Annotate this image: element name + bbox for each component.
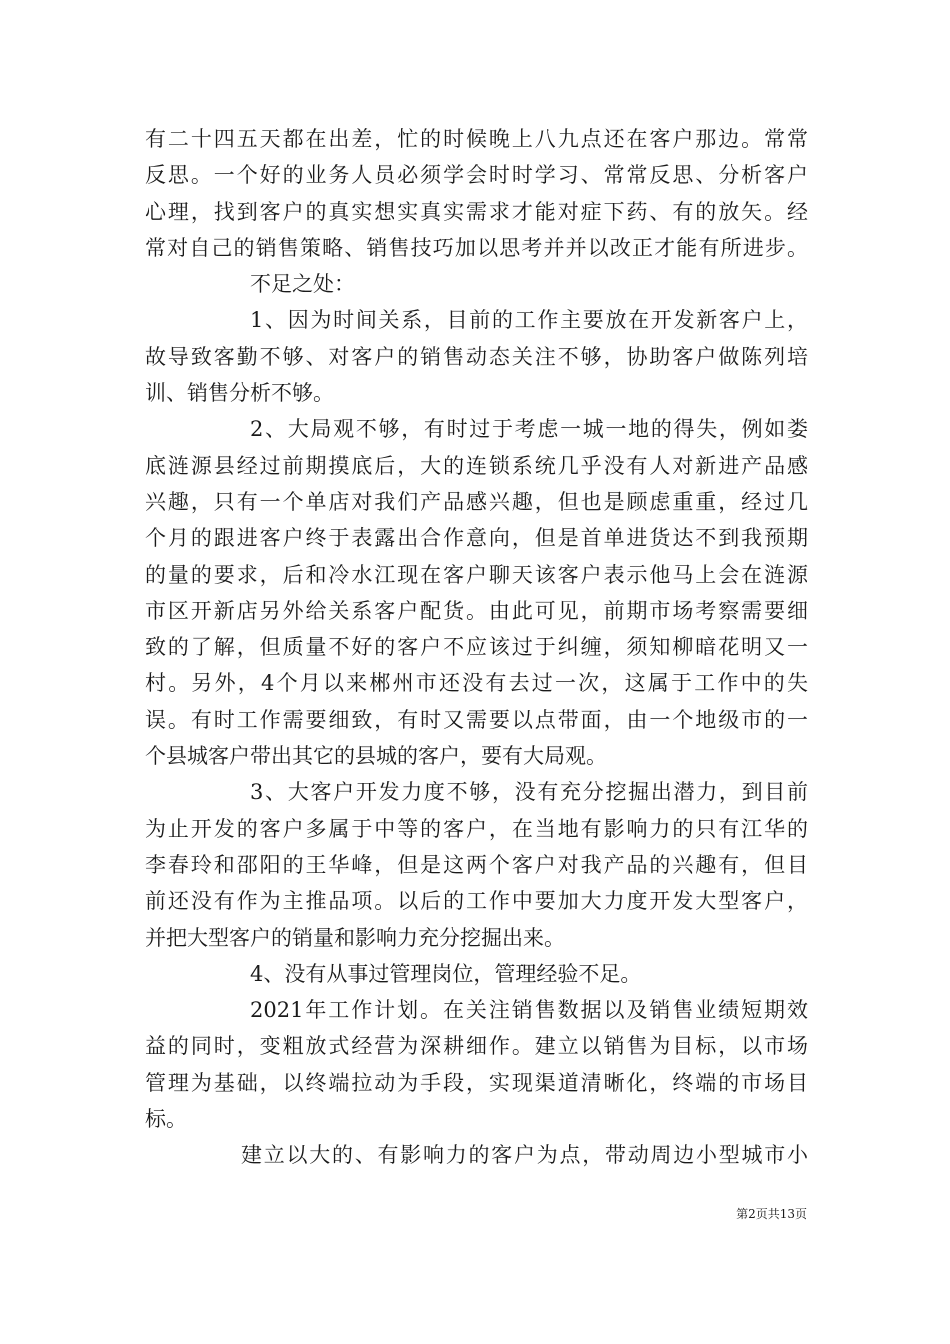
body-text [145,121,808,1174]
text-line: 为止开发的客户多属于中等的客户，在当地有影响力的只有江华的 [145,816,808,841]
text-line: 误。有时工作需要细致，有时又需要以点带面，由一个地级市的一 [145,707,808,732]
text-line: 村。另外，4个月以来郴州市还没有去过一次，这属于工作中的失 [145,671,808,696]
text-line: 2021年工作计划。在关注销售数据以及销售业绩短期效 [250,998,808,1023]
text-line: 李春玲和邵阳的王华峰，但是这两个客户对我产品的兴趣有，但目 [145,852,808,877]
text-line: 标。 [145,1107,187,1132]
text-line: 2、大局观不够，有时过于考虑一城一地的得失，例如娄 [250,417,808,442]
text-line: 兴趣，只有一个单店对我们产品感兴趣，但也是顾虑重重，经过几 [145,489,808,514]
text-line: 市区开新店另外给关系客户配货。由此可见，前期市场考察需要细 [145,598,808,623]
text-line: 反思。一个好的业务人员必须学会时时学习、常常反思、分析客户 [145,163,808,188]
text-line: 底涟源县经过前期摸底后，大的连锁系统几乎没有人对新进产品感 [145,453,808,478]
text-line: 前还没有作为主推品项。以后的工作中要加大力度开发大型客户， [145,889,808,914]
text-line: 1、因为时间关系，目前的工作主要放在开发新客户上， [250,308,808,333]
page-number: 第2页共13页 [736,1207,807,1221]
text-line: 益的同时，变粗放式经营为深耕细作。建立以销售为目标，以市场 [145,1034,808,1059]
text-line: 有二十四五天都在出差，忙的时候晚上八九点还在客户那边。常常 [145,127,808,151]
text-line: 个县城客户带出其它的县城的客户，要有大局观。 [145,744,607,769]
text-line: 不足之处： [250,272,355,297]
text-line: 训、销售分析不够。 [145,381,334,406]
text-line: 致的了解，但质量不好的客户不应该过于纠缠，须知柳暗花明又一 [145,635,808,660]
text-line: 常对自己的销售策略、销售技巧加以思考并并以改正才能有所进步。 [145,235,808,260]
text-line: 并把大型客户的销量和影响力充分挖掘出来。 [145,925,565,950]
text-line: 个月的跟进客户终于表露出合作意向，但是首单进货达不到我预期 [145,526,808,551]
text-line: 建立以大的、有影响力的客户为点，带动周边小型城市小 [241,1143,808,1168]
text-line: 管理为基础，以终端拉动为手段，实现渠道清晰化，终端的市场目 [145,1070,808,1095]
text-line: 故导致客勤不够、对客户的销售动态关注不够，协助客户做陈列培 [145,344,808,369]
text-line: 心理，找到客户的真实想实真实需求才能对症下药、有的放矢。经 [145,199,808,224]
text-line: 的量的要求，后和冷水江现在客户聊天该客户表示他马上会在涟源 [145,562,808,587]
text-line: 3、大客户开发力度不够，没有充分挖掘出潜力，到目前 [250,780,808,805]
text-line: 4、没有从事过管理岗位，管理经验不足。 [250,961,642,986]
